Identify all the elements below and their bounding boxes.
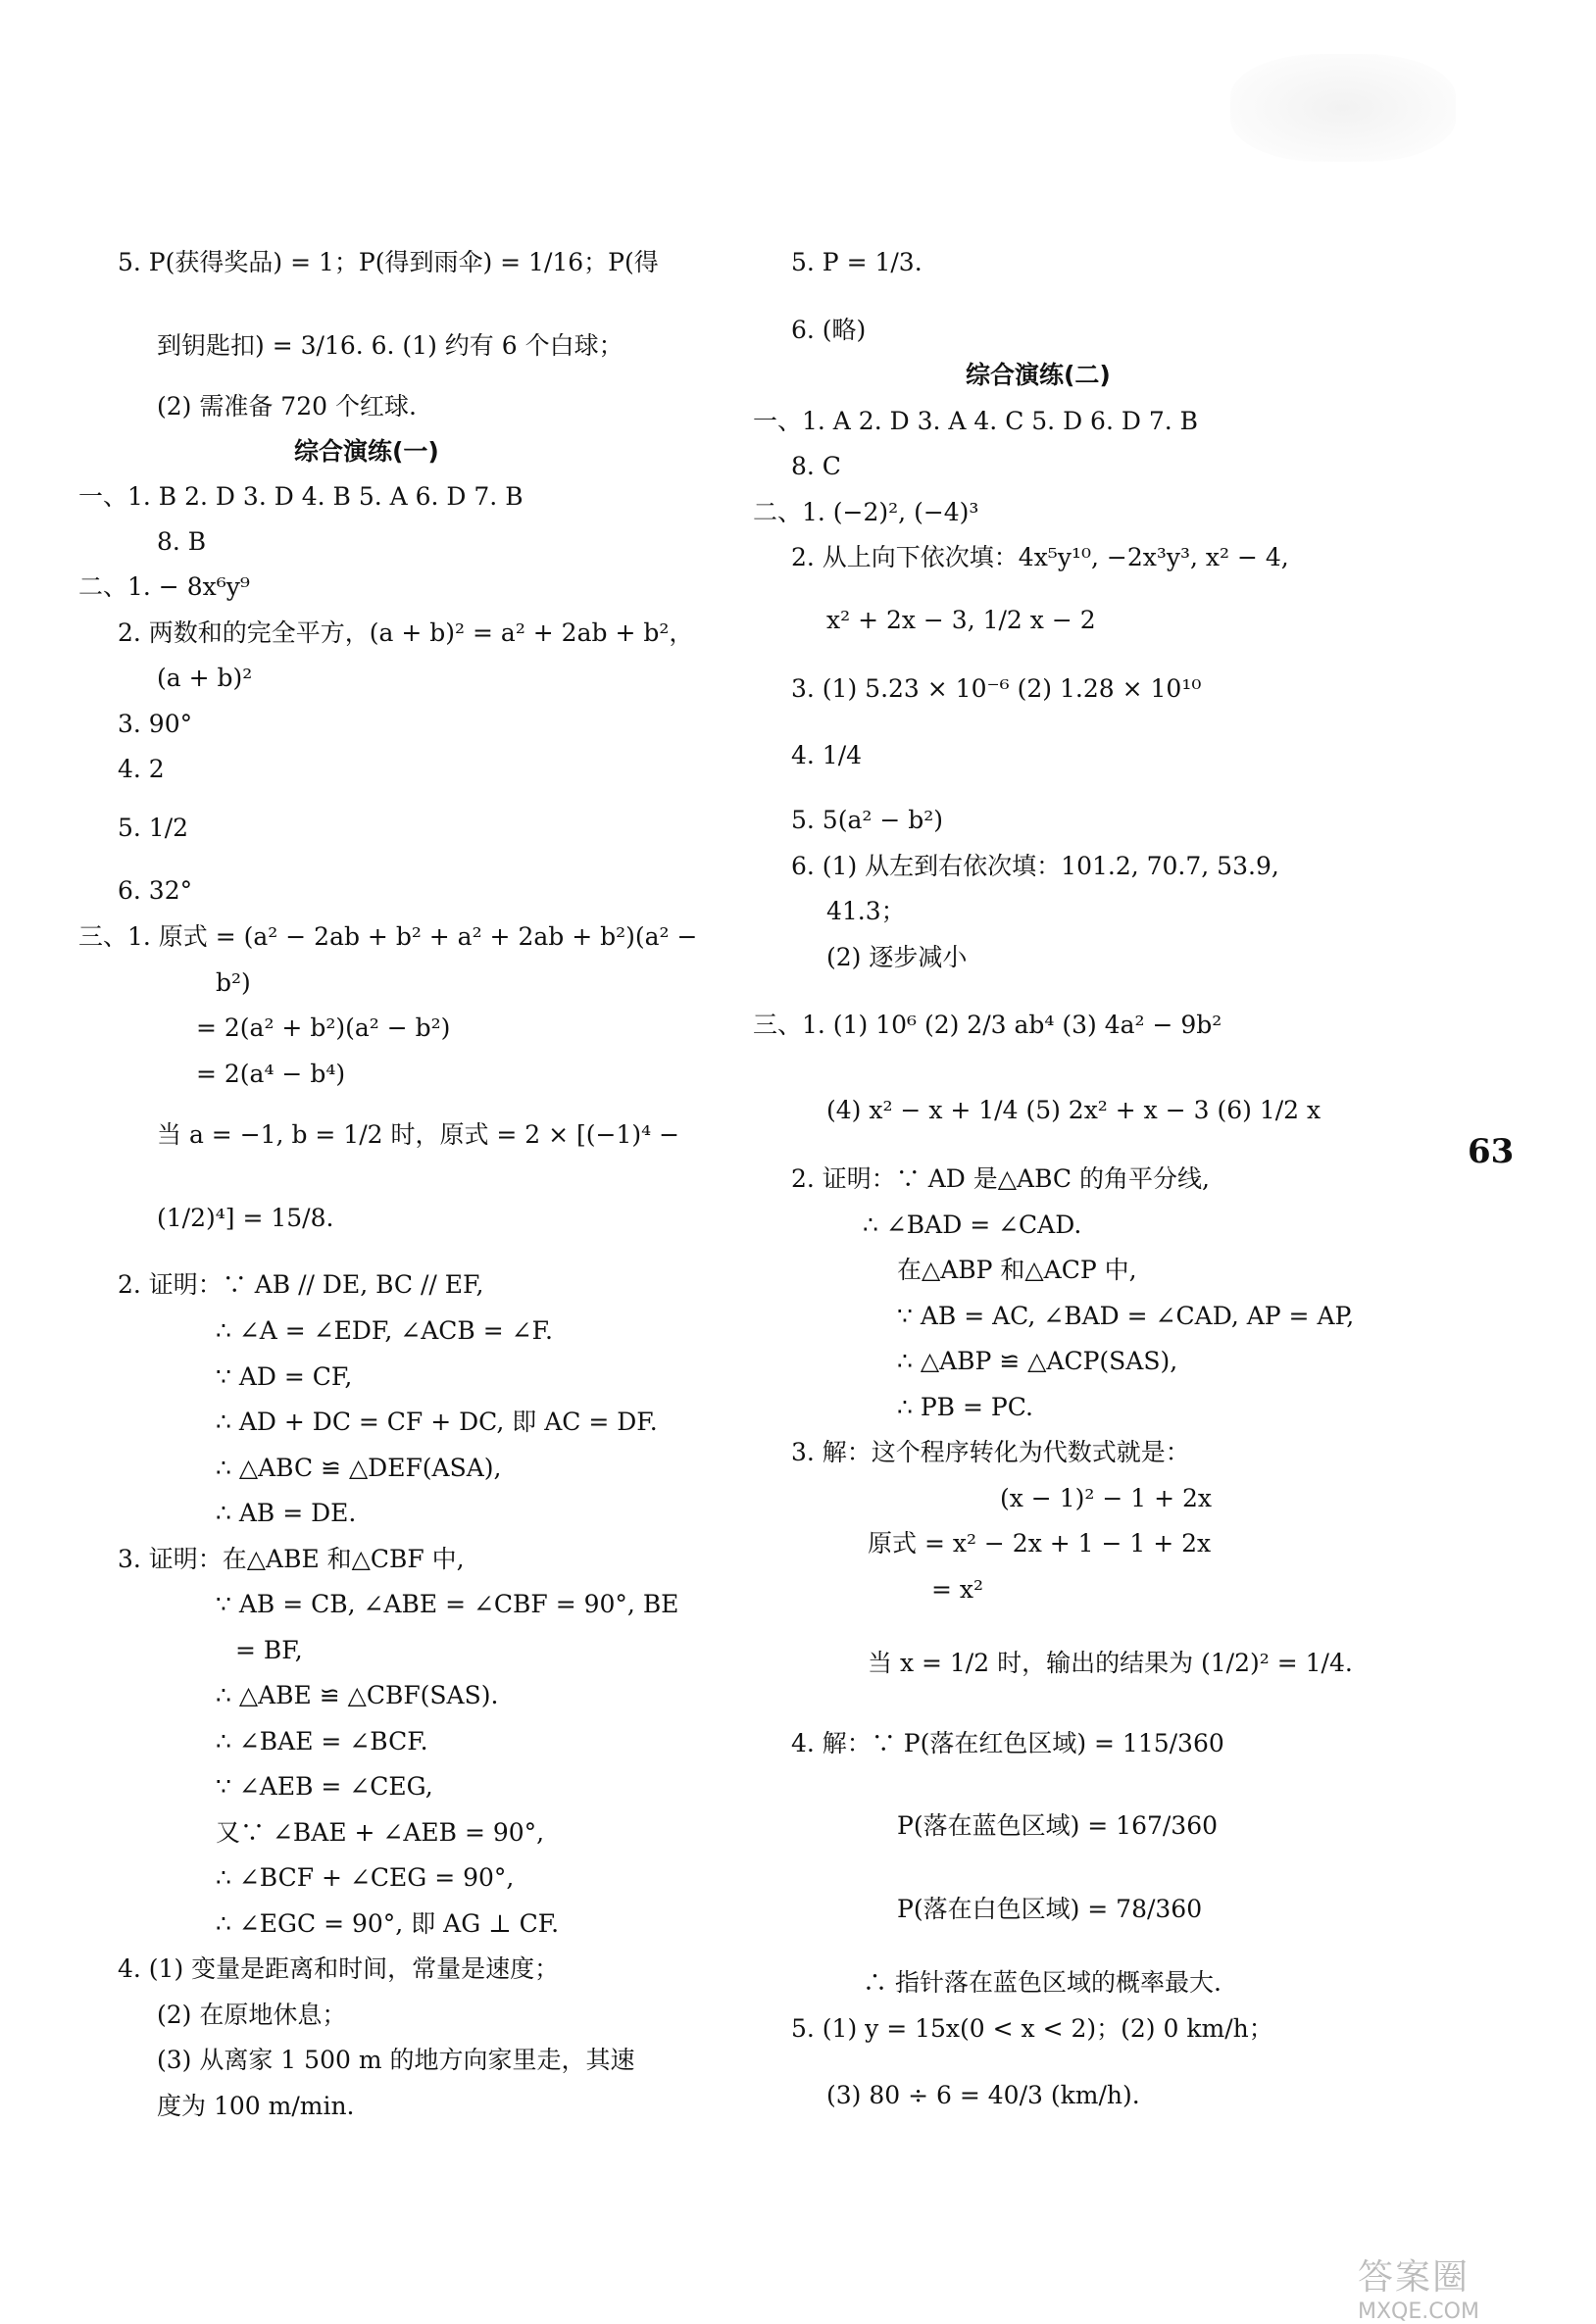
answer-line: ∴ △ABC ≌ △DEF(ASA), [216,1454,502,1482]
answer-line: (3) 从离家 1 500 m 的地方向家里走，其速 [157,2046,635,2074]
answer-line: 5. 1/2 [118,814,189,842]
answer-line: 8. B [157,527,207,556]
answer-line: 5. 5(a² − b²) [791,806,944,834]
answer-line: (3) 80 ÷ 6 = 40/3 (km/h). [826,2081,1140,2109]
answer-line: 原式 = x² − 2x + 1 − 1 + 2x [868,1529,1212,1558]
answer-line: (4) x² − x + 1/4 (5) 2x² + x − 3 (6) 1/2 x [826,1096,1322,1124]
answer-line: 5. (1) y = 15x(0 < x < 2)；(2) 0 km/h； [791,2014,1273,2043]
answer-line: ∴ ∠A = ∠EDF, ∠ACB = ∠F. [216,1316,553,1345]
answer-line: ∴ △ABE ≌ △CBF(SAS). [216,1681,499,1709]
answer-line: ∴ ∠BCF + ∠CEG = 90°, [216,1863,515,1892]
answer-line: ∴ ∠EGC = 90°, 即 AG ⊥ CF. [216,1909,560,1938]
answer-line: 4. 1/4 [791,741,863,769]
answer-line: ∴ PB = PC. [897,1393,1033,1421]
answer-line: ∵ AB = AC, ∠BAD = ∠CAD, AP = AP, [897,1302,1355,1330]
answer-line: (x − 1)² − 1 + 2x [1000,1484,1212,1512]
watermark-url: MXQE.COM [1358,2299,1479,2324]
answer-line: 2. 证明：∵ AB // DE, BC // EF, [118,1270,484,1299]
answer-line: 5. P = 1/3. [791,248,923,276]
answer-line: = BF, [235,1636,303,1664]
answer-line: 2. 证明：∵ AD 是△ABC 的角平分线, [791,1164,1210,1193]
answer-line: P(落在白色区域) = 78/360 [897,1895,1203,1923]
answer-line: 在△ABP 和△ACP 中, [897,1256,1137,1284]
page-number: 63 [1468,1132,1515,1171]
section-title: 综合演练(二) [966,361,1111,389]
answer-line: 当 a = −1, b = 1/2 时，原式 = 2 × [(−1)⁴ − [157,1120,680,1149]
answer-line: 3. 证明：在△ABE 和△CBF 中, [118,1545,465,1573]
answer-line: 5. P(获得奖品) = 1；P(得到雨伞) = 1/16；P(得 [118,248,659,276]
answer-line: 4. 解：∵ P(落在红色区域) = 115/360 [791,1729,1224,1757]
answer-line: 4. 2 [118,755,165,783]
answer-line: 一、1. B 2. D 3. D 4. B 5. A 6. D 7. B [78,482,524,511]
answer-line: 4. (1) 变量是距离和时间，常量是速度； [118,1954,560,1983]
answer-line: (2) 在原地休息； [157,2001,347,2029]
answer-line: ∴ ∠BAE = ∠BCF. [216,1727,428,1755]
answer-line: (1/2)⁴] = 15/8. [157,1204,334,1232]
answer-line: = 2(a⁴ − b⁴) [196,1060,346,1088]
answer-line: ∴ 指针落在蓝色区域的概率最大. [863,1968,1222,1997]
answer-line: 3. 90° [118,710,193,738]
answer-line: P(落在蓝色区域) = 167/360 [897,1811,1219,1840]
answer-line: 2. 从上向下依次填：4x⁵y¹⁰, −2x³y³, x² − 4, [791,543,1289,571]
answer-line: 6. (略) [791,316,867,344]
answer-line: ∵ AD = CF, [216,1362,353,1391]
answer-line: 二、1. − 8x⁶y⁹ [78,572,250,601]
answer-line: 41.3； [826,897,906,925]
answer-line: 6. 32° [118,876,193,905]
answer-line: 3. 解：这个程序转化为代数式就是： [791,1438,1190,1466]
answer-line: (2) 需准备 720 个红球. [157,392,417,420]
answer-line: x² + 2x − 3, 1/2 x − 2 [826,606,1096,634]
answer-line: 三、1. (1) 10⁶ (2) 2/3 ab⁴ (3) 4a² − 9b² [753,1011,1222,1039]
answer-line: ∴ AD + DC = CF + DC, 即 AC = DF. [216,1408,658,1436]
answer-line: b²) [216,968,251,997]
answer-line: ∴ ∠BAD = ∠CAD. [863,1211,1082,1239]
section-title: 综合演练(一) [294,437,439,466]
answer-line: 到钥匙扣) = 3/16. 6. (1) 约有 6 个白球； [157,331,623,360]
answer-line: (2) 逐步减小 [826,943,968,971]
answer-line: ∴ AB = DE. [216,1499,357,1527]
watermark-logo-text: 答案圈 [1358,2257,1471,2298]
answer-line: 6. (1) 从左到右依次填：101.2, 70.7, 53.9, [791,852,1279,880]
answer-line: 3. (1) 5.23 × 10⁻⁶ (2) 1.28 × 10¹⁰ [791,674,1202,703]
answer-line: 度为 100 m/min. [157,2092,355,2120]
answer-line: 一、1. A 2. D 3. A 4. C 5. D 6. D 7. B [753,407,1199,435]
answer-line: ∴ △ABP ≌ △ACP(SAS), [897,1347,1178,1375]
answer-line: 二、1. (−2)², (−4)³ [753,498,979,526]
page-smudge [1230,54,1456,162]
answer-line: = 2(a² + b²)(a² − b²) [196,1014,451,1042]
answer-line: ∵ ∠AEB = ∠CEG, [216,1772,433,1801]
answer-line: 2. 两数和的完全平方，(a + b)² = a² + 2ab + b²， [118,618,694,647]
answer-line: 三、1. 原式 = (a² − 2ab + b² + a² + 2ab + b²)(a² − [78,922,698,951]
answer-line: (a + b)² [157,664,253,692]
answer-line: ∵ AB = CB, ∠ABE = ∠CBF = 90°, BE [216,1590,679,1618]
answer-line: = x² [931,1575,984,1604]
answer-line: 当 x = 1/2 时，输出的结果为 (1/2)² = 1/4. [868,1649,1353,1677]
watermark [1358,2250,1578,2324]
answer-line: 又∵ ∠BAE + ∠AEB = 90°, [216,1818,545,1847]
answer-line: 8. C [791,452,841,480]
